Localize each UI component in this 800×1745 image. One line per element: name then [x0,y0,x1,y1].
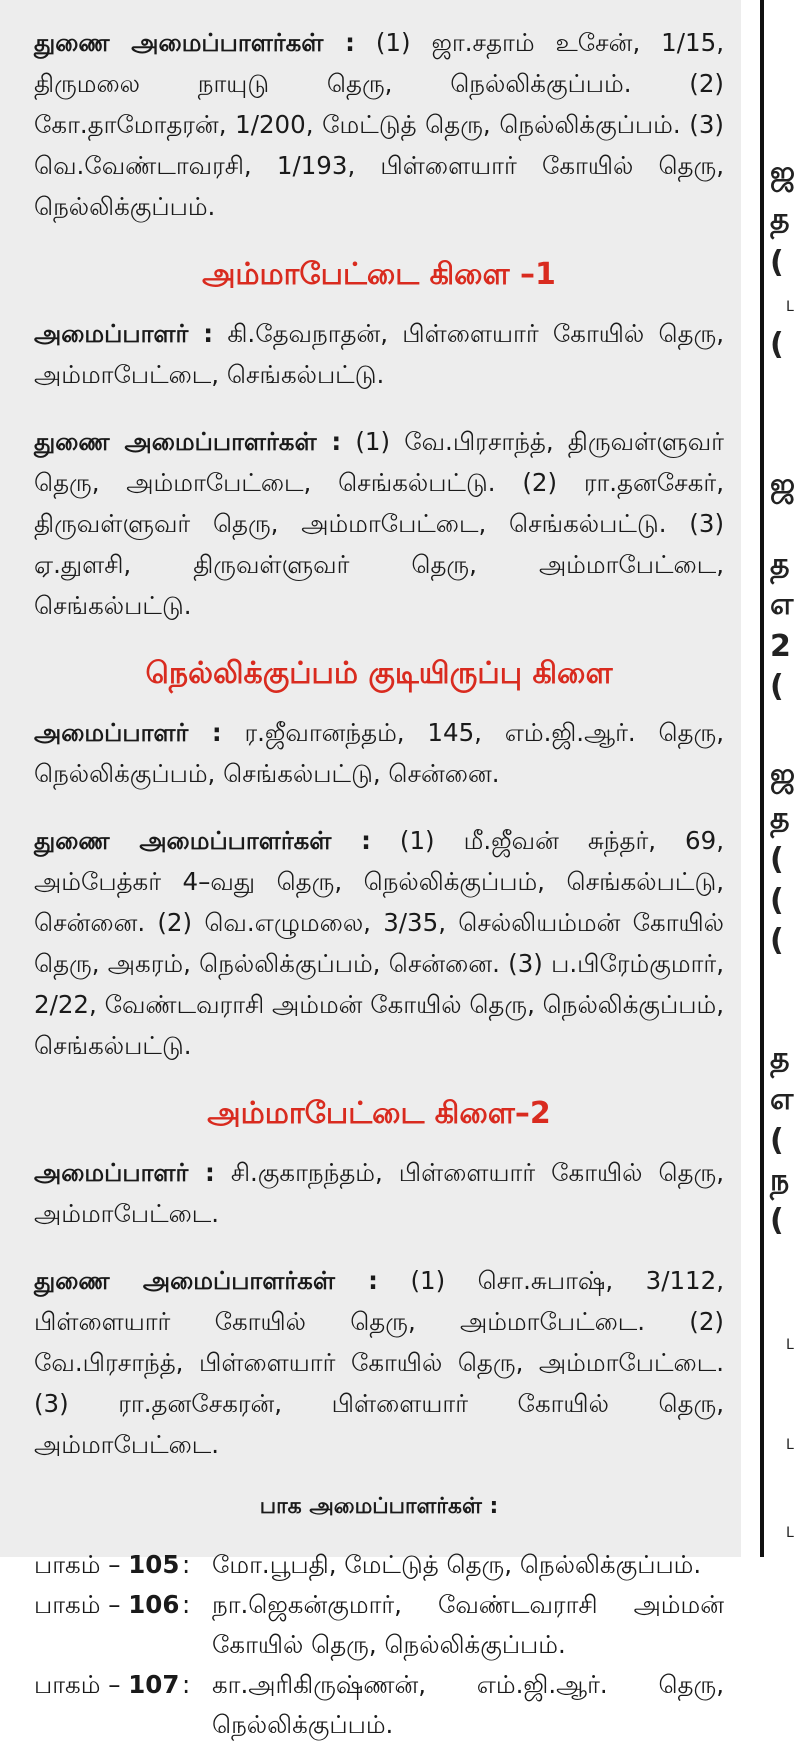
cut-glyph: L [786,1337,794,1353]
part-colon: : [182,1590,191,1619]
deputies-text: (1) சொ.சுபாஷ், 3/112, பிள்ளையார் கோயில் தெரு, அம்மாபேட்டை. (2) வே.பிரசாந்த், பிள்ளையார் கோயில் தெரு, அம்மாபேட்டை. (3) ரா.தனசேகரன், பிள்ளையார் கோயில் தெரு, அம்மாபேட்டை. [34,1266,725,1459]
part-colon: : [182,1670,191,1699]
cut-glyph: L [786,299,794,315]
cut-glyph: எ [770,1082,794,1117]
part-number: 107 [128,1670,180,1699]
part-row [34,1585,724,1665]
cut-glyph: 2 [770,629,791,664]
part-name [34,1545,182,1585]
part-organizers-title: பாக அமைப்பாளர்கள் : [259,1494,499,1519]
cut-glyph: ந [770,1163,790,1198]
organizer-paragraph [34,313,724,395]
deputies-text: (1) வே.பிரசாந்த், திருவள்ளுவர் தெரு, அம்மாபேட்டை, செங்கல்பட்டு. (2) ரா.தனசேகர், திருவள்ளுவர் தெரு, அம்மாபேட்டை, செங்கல்பட்டு. (3) ஏ.துளசி, திருவள்ளுவர் தெரு, அம்மாபேட்டை, செங்கல்பட்டு. [34,427,724,620]
article-body [34,22,724,1745]
part-word: பாகம் – [34,1670,129,1699]
part-name [34,1585,182,1665]
cut-glyph: த [770,202,790,237]
organizer-text: சி.குகாநந்தம், பிள்ளையார் கோயில் தெரு, அம்மாபேட்டை. [34,1158,724,1228]
part-row [34,1665,724,1745]
deputies-label: துணை அமைப்பாளர்கள் : [34,28,355,57]
cut-glyph: எ [770,587,794,622]
cut-glyph: L [786,1437,794,1453]
cut-glyph: ( [770,327,784,362]
section-heading-nellikuppam: நெல்லிக்குப்பம் குடியிருப்பு கிளை [145,656,613,691]
cut-glyph: L [786,1525,794,1541]
deputies-paragraph [34,421,724,626]
organizer-label: அமைப்பாளர் : [34,319,214,348]
section-heading-ammapettai-1: அம்மாபேட்டை கிளை –1 [202,257,556,292]
organizer-label: அமைப்பாளர் : [34,1158,215,1187]
cut-glyph: ( [770,883,784,918]
part-word: பாகம் – [34,1550,129,1579]
deputies-label: துணை அமைப்பாளர்கள் : [34,427,342,456]
organizer-text: கி.தேவநாதன், பிள்ளையார் கோயில் தெரு, அம்மாபேட்டை, செங்கல்பட்டு. [34,319,725,389]
cut-glyph: ( [770,1123,784,1158]
part-text: மோ.பூபதி, மேட்டுத் தெரு, நெல்லிக்குப்பம். [212,1550,702,1579]
column-divider [760,0,764,1557]
cut-glyph: ( [770,245,784,280]
part-text: நா.ஜெகன்குமார், வேண்டவராசி அம்மன் கோயில் தெரு, நெல்லிக்குப்பம். [212,1590,724,1659]
organizer-paragraph [34,1152,724,1234]
cut-glyph: ( [770,923,784,958]
part-colon: : [182,1550,191,1579]
cut-glyph: ஜ [770,155,796,190]
deputies-text: (1) ஜா.சதாம் உசேன், 1/15, திருமலை நாயுடு தெரு, நெல்லிக்குப்பம். (2) கோ.தாமோதரன், 1/200, மேட்டுத் தெரு, நெல்லிக்குப்பம். (3) வெ.வேண்டாவரசி, 1/193, பிள்ளையார் கோயில் தெரு, நெல்லிக்குப்பம். [34,28,724,221]
deputies-paragraph [34,1260,724,1465]
part-number: 105 [128,1550,180,1579]
section-heading-ammapettai-2: அம்மாபேட்டை கிளை–2 [207,1096,551,1131]
deputies-label: துணை அமைப்பாளர்கள் : [34,1266,378,1295]
part-number: 106 [128,1590,180,1619]
cut-glyph: ஜ [770,467,796,502]
organizer-text: ர.ஜீவானந்தம், 145, எம்.ஜி.ஆர். தெரு, நெல்லிக்குப்பம், செங்கல்பட்டு, சென்னை. [34,718,724,788]
part-word: பாகம் – [34,1590,129,1619]
cut-glyph: ( [770,669,784,704]
cut-glyph: ( [770,842,784,877]
deputies-text: (1) மீ.ஜீவன் சுந்தர், 69, அம்பேத்கர் 4–வது தெரு, நெல்லிக்குப்பம், செங்கல்பட்டு, சென்னை. (2) வெ.எழுமலை, 3/35, செல்லியம்மன் கோயில் தெரு, அகரம், நெல்லிக்குப்பம், சென்னை. (3) ப.பிரேம்குமார், 2/22, வேண்டவராசி அம்மன் கோயில் தெரு, நெல்லிக்குப்பம், செங்கல்பட்டு. [34,826,724,1060]
cut-glyph: ஜ [770,757,796,792]
intro-deputies [34,22,724,227]
part-text: கா.அரிகிருஷ்ணன், எம்.ஜி.ஆர். தெரு, நெல்லிக்குப்பம். [212,1670,724,1739]
cut-glyph: த [770,547,790,582]
deputies-paragraph [34,820,724,1066]
cut-glyph: ( [770,1203,784,1238]
deputies-label: துணை அமைப்பாளர்கள் : [34,826,371,855]
right-column-fragment [766,0,800,1557]
cut-glyph: த [770,1041,790,1076]
cut-glyph: த [770,801,790,836]
organizer-paragraph [34,712,724,794]
organizer-label: அமைப்பாளர் : [34,718,222,747]
part-name [34,1665,182,1745]
part-row [34,1545,724,1585]
